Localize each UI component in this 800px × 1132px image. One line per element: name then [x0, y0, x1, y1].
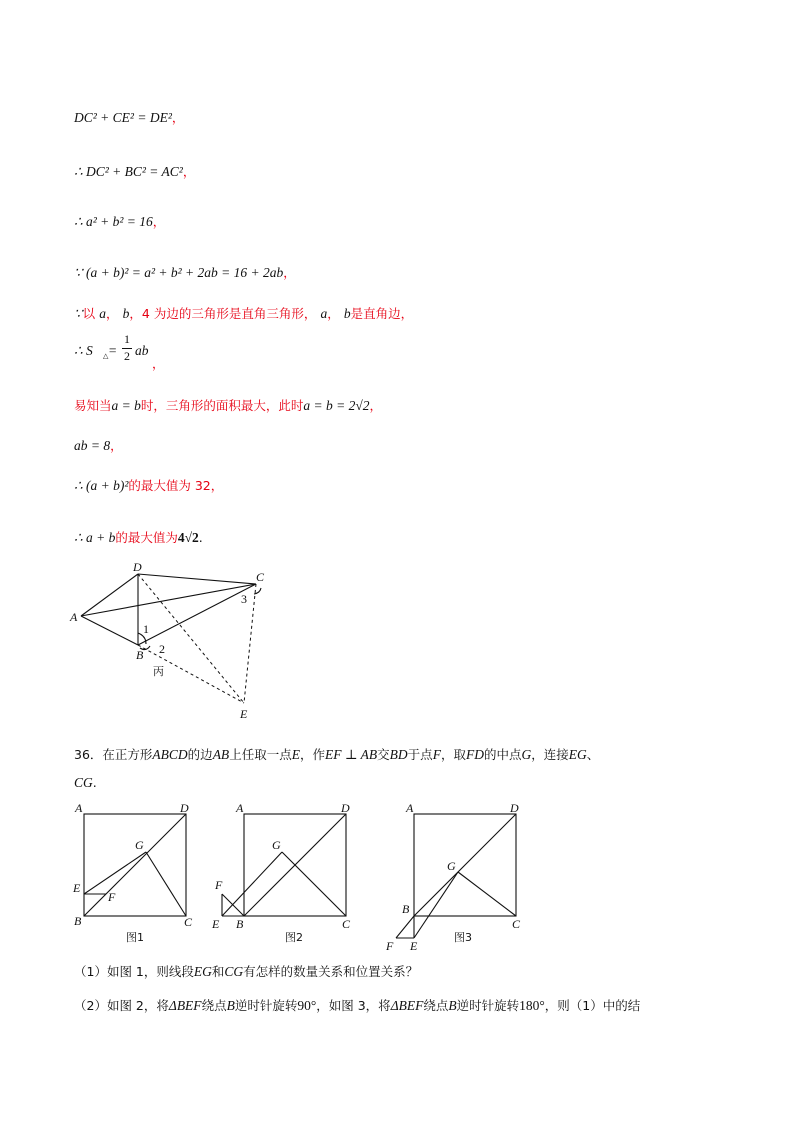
label-F: F [386, 939, 394, 953]
caption-fig2: 图2 [285, 931, 303, 944]
equation: ∴ DC² + BC² = AC² [74, 164, 183, 179]
solution-line-4: ∵ (a + b)² = a² + b² + 2ab = 16 + 2ab， [74, 265, 296, 280]
label-G: G [272, 838, 281, 852]
figure-bing [66, 560, 286, 725]
label-C: C [184, 915, 193, 929]
figure-1 [70, 800, 200, 950]
label-E: E [73, 881, 81, 895]
label-A: A [70, 610, 78, 624]
caption-fig1: 图1 [126, 931, 144, 944]
label-G: G [135, 838, 144, 852]
caption-fig3: 图3 [454, 931, 472, 944]
sub-question-1: （1）如图 1，则线段EG和CG有怎样的数量关系和位置关系？ [74, 964, 419, 979]
label-D: D [180, 801, 189, 815]
label-B: B [74, 914, 82, 928]
question-36-line-2: CG. [74, 775, 97, 790]
figure-2 [208, 800, 358, 950]
angle-2: 2 [159, 642, 165, 656]
label-E: E [240, 707, 248, 721]
caption-bing: 丙 [153, 665, 164, 678]
label-D: D [133, 560, 142, 574]
solution-line-9: ∴ (a + b)²的最大值为 32， [74, 478, 224, 493]
label-B: B [236, 917, 244, 931]
sub-question-2: （2）如图 2，将ΔBEF绕点B逆时针旋转90°，如图 3，将ΔBEF绕点B逆时针旋转180°，则（1）中的结 [74, 998, 641, 1013]
solution-line-2: ∴ DC² + BC² = AC²， [74, 164, 196, 179]
label-A: A [236, 801, 244, 815]
label-G: G [447, 859, 456, 873]
question-36-line-1: 36．在正方形ABCD的边AB上任取一点E，作EF ⊥ AB交BD于点F，取FD的中点G，连接EG、 [74, 747, 600, 762]
label-E: E [212, 917, 220, 931]
label-F: F [215, 878, 223, 892]
angle-3: 3 [241, 592, 247, 606]
label-C: C [512, 917, 521, 931]
label-B: B [402, 902, 410, 916]
figure-3 [380, 800, 530, 955]
equation: ∴ a² + b² = 16 [74, 214, 153, 229]
label-C: C [256, 570, 265, 584]
label-A: A [406, 801, 414, 815]
label-D: D [510, 801, 519, 815]
figure-bing-diagram [66, 560, 286, 725]
solution-line-10: ∴ a + b的最大值为4√2. [74, 530, 203, 545]
label-E: E [410, 939, 418, 953]
solution-line-7: 易知当a = b时，三角形的面积最大，此时a = b = 2√2， [74, 398, 383, 413]
solution-line-3: ∴ a² + b² = 16， [74, 214, 166, 229]
label-B: B [136, 648, 144, 662]
solution-line-5: ∵以 a， b，4 为边的三角形是直角三角形， a， b是直角边， [74, 306, 414, 321]
label-D: D [341, 801, 350, 815]
equation: DC² + CE² = DE² [74, 110, 172, 125]
solution-line-1: DC² + CE² = DE²， [74, 110, 185, 125]
equation: ∵ (a + b)² = a² + b² + 2ab = 16 + 2ab [74, 265, 284, 280]
label-F: F [108, 890, 116, 904]
label-A: A [75, 801, 83, 815]
solution-line-8: ab = 8， [74, 438, 123, 453]
label-C: C [342, 917, 351, 931]
angle-1: 1 [143, 622, 149, 636]
